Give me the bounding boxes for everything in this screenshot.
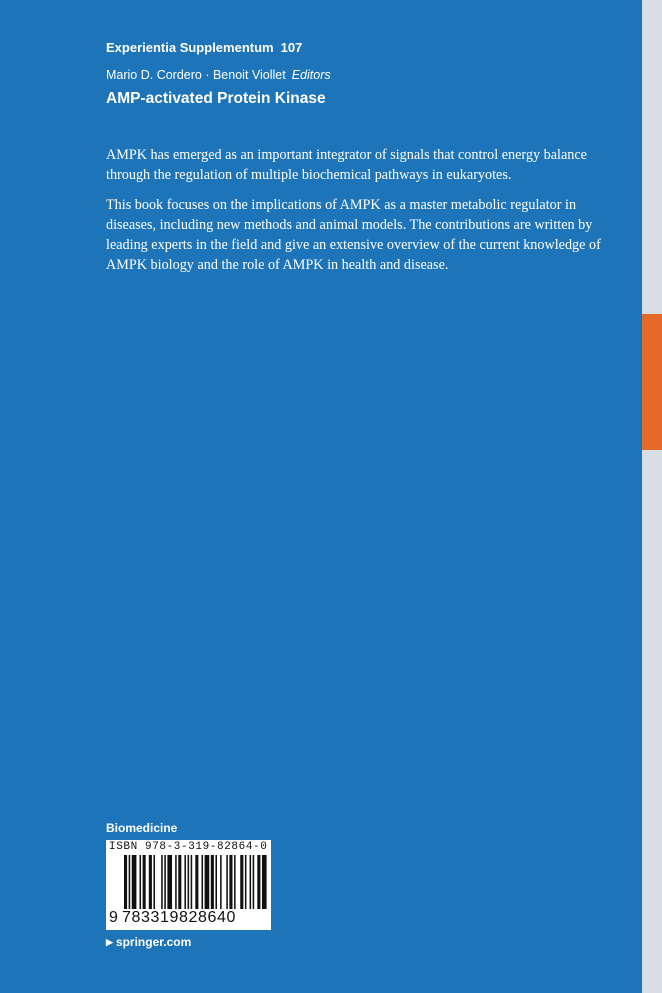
barcode-bar <box>211 855 214 909</box>
barcode-bar <box>178 855 181 909</box>
barcode-bar <box>191 855 193 909</box>
barcode-bar <box>188 855 190 909</box>
barcode-bar <box>234 855 236 909</box>
barcode-bar <box>184 855 186 909</box>
book-title: AMP-activated Protein Kinase <box>106 90 326 107</box>
subject-label: Biomedicine <box>106 821 178 835</box>
editors-role: Editors <box>291 68 331 82</box>
barcode-bar <box>149 855 152 909</box>
barcode-bar <box>202 855 204 909</box>
barcode-bar <box>240 855 243 909</box>
series-line <box>106 40 302 55</box>
blurb <box>106 145 626 285</box>
barcode-bars <box>106 855 271 911</box>
barcode-bar <box>205 855 210 909</box>
publisher-url: springer.com <box>115 935 192 949</box>
editors-line <box>106 68 331 82</box>
series-volume: 107 <box>280 40 303 55</box>
barcode-bar <box>245 855 247 909</box>
barcode-bar <box>143 855 146 909</box>
arrow-right-icon: ▶ <box>106 937 113 947</box>
series-name: Experientia Supplementum <box>106 40 274 55</box>
barcode-bar <box>195 855 198 909</box>
barcode-bar <box>124 855 127 909</box>
isbn-text: ISBN 978-3-319-82864-0 <box>109 841 268 853</box>
barcode-bar <box>167 855 172 909</box>
spine-accent-stripe <box>642 314 662 450</box>
blurb-paragraph: This book focuses on the implications of AMPK as a master metabolic regulator in diseases, including new methods and animal models. The contributions are written by leading experts in the field and give an extensive overview of the current knowledge of AMPK biology and the role of AMPK in health and disease. <box>106 197 601 273</box>
spine-edge <box>642 0 662 993</box>
isbn-barcode <box>106 840 271 930</box>
publisher-link[interactable] <box>106 935 191 949</box>
barcode-bar <box>161 855 163 909</box>
barcode-bar <box>220 855 222 909</box>
barcode-bar <box>262 855 267 909</box>
editor-names: Mario D. Cordero · Benoit Viollet <box>106 68 286 82</box>
barcode-bar <box>257 855 260 909</box>
blurb-paragraph: AMPK has emerged as an important integrator of signals that control energy balance through the regulation of multiple biochemical pathways in eukaryotes. <box>106 147 587 183</box>
barcode-bar <box>129 855 131 909</box>
ean-first-digit: 9 <box>109 909 119 926</box>
barcode-bar <box>175 855 177 909</box>
barcode-bar <box>164 855 166 909</box>
barcode-bar <box>250 855 252 909</box>
barcode-bar <box>226 855 228 909</box>
barcode-bar <box>253 855 255 909</box>
ean-remaining-digits: 783319828640 <box>122 909 236 926</box>
barcode-bar <box>132 855 137 909</box>
barcode-bar <box>229 855 232 909</box>
barcode-bar <box>215 855 217 909</box>
barcode-bar <box>140 855 142 909</box>
barcode-bar <box>153 855 155 909</box>
